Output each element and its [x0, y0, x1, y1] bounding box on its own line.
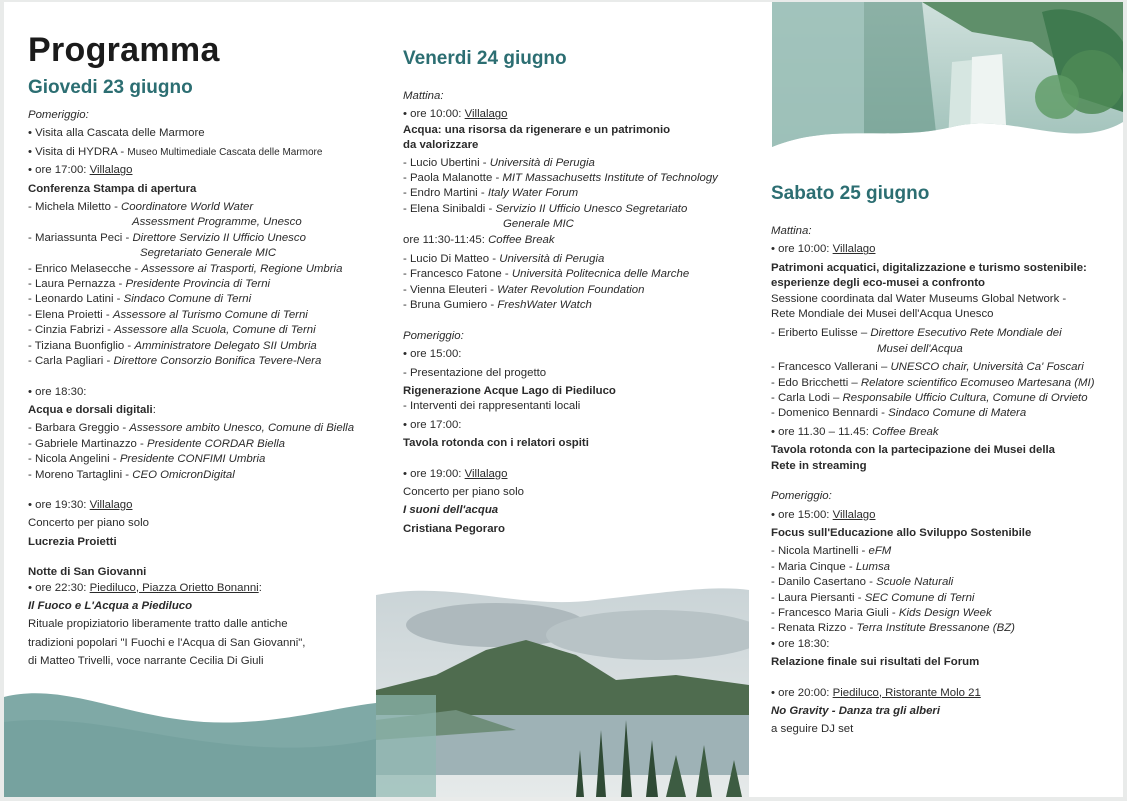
session-title: Acqua: una risorsa da rigenerare e un patrimonio [403, 123, 671, 136]
speaker-row: - Endro Martini - Italy Water Forum [403, 187, 579, 200]
speaker-row: - Nicola Angelini - Presidente CONFIMI Umbria [28, 453, 266, 466]
speaker-row: - Danilo Casertano - Scuole Naturali [771, 576, 954, 589]
speaker-role-cont: Assessment Programme, Unesco [132, 216, 302, 229]
event-desc: - Interventi dei rappresentanti locali [403, 400, 581, 413]
session-title: esperienze degli eco-musei a confronto [771, 277, 985, 290]
session-title: Tavola rotonda con la partecipazione dei Musei della [771, 444, 1055, 457]
afternoon-label: Pomeriggio: [771, 490, 832, 503]
speaker-row: - Francesco Fatone - Università Politecnica delle Marche [403, 268, 690, 281]
session-title: Relazione finale sui risultati del Forum [771, 656, 980, 669]
session-title: Rete in streaming [771, 459, 867, 472]
coffee-break: • ore 11.30 – 11.45: Coffee Break [771, 425, 939, 438]
time-slot: • ore 17:00: Villalago [28, 164, 133, 177]
speaker-row: - Elena Proietti - Assessore al Turismo Comune di Terni [28, 308, 308, 321]
afternoon-label: Pomeriggio: [403, 329, 464, 342]
speaker-row: - Carla Pagliari - Direttore Consorzio Bonifica Tevere-Nera [28, 355, 322, 368]
speaker-row: - Barbara Greggio - Assessore ambito Unesco, Comune di Biella [28, 422, 355, 435]
coffee-break: ore 11:30-11:45: Coffee Break [403, 233, 555, 246]
column-friday [403, 2, 758, 537]
session-title: Acqua e dorsali digitali: [28, 403, 156, 416]
session-title: Conferenza Stampa di apertura [28, 182, 197, 195]
lake-photo [376, 580, 749, 797]
time-slot: • ore 15:00: [403, 348, 462, 361]
speaker-role-cont: Generale MIC [503, 218, 574, 231]
venue-link[interactable]: Villalago [89, 164, 133, 177]
speaker-row: - Tiziana Buonfiglio - Amministratore Delegato SII Umbria [28, 339, 317, 352]
speaker-row: - Maria Cinque - Lumsa [771, 560, 891, 573]
session-title: Notte di San Giovanni [28, 566, 147, 579]
time-slot: • ore 22:30: Piediluco, Piazza Orietto Bonanni: [28, 581, 262, 594]
session-title: Patrimoni acquatici, digitalizzazione e turismo sostenibile: [771, 261, 1087, 274]
speaker-row: - Moreno Tartaglini - CEO OmicronDigital [28, 468, 235, 481]
speaker-role-cont: Musei dell'Acqua [877, 342, 963, 355]
day-heading-thursday: Giovedi 23 giugno [28, 77, 193, 98]
session-title: Tavola rotonda con i relatori ospiti [403, 437, 589, 450]
speaker-row: - Nicola Martinelli - eFM [771, 545, 892, 558]
venue-link[interactable]: Piediluco, Ristorante Molo 21 [832, 686, 981, 699]
venue-link[interactable]: Piediluco, Piazza Orietto Bonanni [89, 581, 259, 594]
column-saturday [771, 2, 1121, 738]
speaker-row: - Edo Bricchetti – Relatore scientifico Ecomuseo Martesana (MI) [771, 376, 1095, 389]
speaker-row: - Elena Sinibaldi - Servizio II Ufficio Unesco Segretariato [403, 202, 688, 215]
time-slot: • ore 18:30: [28, 385, 87, 398]
visit-item: • Visita alla Cascata delle Marmore [28, 127, 205, 140]
session-note: Sessione coordinata dal Water Museums Global Network - [771, 292, 1067, 305]
speaker-row: - Gabriele Martinazzo - Presidente CORDAR Biella [28, 437, 286, 450]
speaker-row: - Francesco Vallerani – UNESCO chair, Università Ca' Foscari [771, 361, 1084, 374]
speaker-row: - Michela Miletto - Coordinatore World Water [28, 201, 254, 214]
speaker-row: - Lucio Di Matteo - Università di Perugia [403, 253, 605, 266]
event-desc: - Presentazione del progetto [403, 366, 547, 379]
speaker-row: - Renata Rizzo - Terra Institute Bressanone (BZ) [771, 622, 1015, 635]
venue-link[interactable]: Villalago [89, 498, 133, 511]
speaker-row: - Enrico Melasecche - Assessore ai Trasporti, Regione Umbria [28, 262, 343, 275]
venue-link[interactable]: Villalago [464, 467, 508, 480]
morning-label: Mattina: [403, 90, 444, 102]
speaker-row: - Paola Malanotte - MIT Massachusetts Institute of Technology [403, 172, 718, 185]
performer-name: Cristiana Pegoraro [403, 522, 505, 535]
session-title: da valorizzare [403, 139, 479, 152]
speaker-row: - Cinzia Fabrizi - Assessore alla Scuola, Comune di Terni [28, 324, 316, 337]
speaker-row: - Vienna Eleuteri - Water Revolution Foundation [403, 283, 645, 296]
time-slot: • ore 10:00: Villalago [403, 108, 508, 121]
venue-link[interactable]: Villalago [832, 243, 876, 256]
session-note: Rete Mondiale dei Musei dell'Acqua Unesco [771, 308, 994, 321]
speaker-row: - Domenico Bennardi - Sindaco Comune di Matera [771, 407, 1027, 420]
program-sheet [4, 2, 1123, 797]
time-slot: • ore 18:30: [771, 637, 830, 650]
column-thursday [28, 2, 378, 670]
time-slot: • ore 17:00: [403, 418, 462, 431]
speaker-row: - Francesco Maria Giuli - Kids Design Week [771, 606, 992, 619]
event-desc: di Matteo Trivelli, voce narrante Cecilia Di Giuli [28, 655, 264, 668]
speaker-row: - Lucio Ubertini - Università di Perugia [403, 156, 595, 169]
event-title: No Gravity - Danza tra gli alberi [771, 704, 941, 717]
venue-link[interactable]: Villalago [832, 508, 876, 521]
time-slot: • ore 20:00: Piediluco, Ristorante Molo 21 [771, 686, 981, 699]
time-slot: • ore 15:00: Villalago [771, 508, 876, 521]
time-slot: • ore 19:30: Villalago [28, 498, 133, 511]
speaker-role-cont: Segretariato Generale MIC [140, 247, 277, 260]
speaker-row: - Eriberto Eulisse – Direttore Esecutivo Rete Mondiale dei [771, 327, 1062, 340]
event-title: Il Fuoco e L'Acqua a Piediluco [28, 599, 193, 612]
speaker-row: - Leonardo Latini - Sindaco Comune di Terni [28, 293, 252, 306]
venue-link[interactable]: Villalago [464, 108, 508, 121]
event-desc: a seguire DJ set [771, 723, 854, 736]
event-title: I suoni dell'acqua [403, 504, 499, 517]
day-heading-saturday: Sabato 25 giugno [771, 183, 930, 204]
bottom-wave-left [4, 662, 384, 797]
performer-name: Lucrezia Proietti [28, 535, 117, 548]
morning-label: Mattina: [771, 225, 812, 237]
day-heading-friday: Venerdi 24 giugno [403, 48, 567, 69]
event-desc: tradizioni popolari "I Fuochi e l'Acqua di San Giovanni", [28, 636, 306, 649]
speaker-row: - Mariassunta Peci - Direttore Servizio II Ufficio Unesco [28, 231, 306, 244]
time-slot: • ore 19:00: Villalago [403, 467, 508, 480]
event-desc: Concerto per piano solo [28, 517, 149, 530]
page-title: Programma [28, 31, 220, 69]
visit-item: • Visita di HYDRA - Museo Multimediale Cascata delle Marmore [28, 145, 323, 158]
afternoon-label: Pomeriggio: [28, 109, 89, 121]
speaker-row: - Laura Piersanti - SEC Comune di Terni [771, 591, 975, 604]
time-slot: • ore 10:00: Villalago [771, 243, 876, 256]
session-title: Rigenerazione Acque Lago di Piediluco [403, 384, 616, 397]
event-desc: Concerto per piano solo [403, 485, 524, 498]
speaker-row: - Laura Pernazza - Presidente Provincia di Terni [28, 278, 271, 291]
session-title: Focus sull'Educazione allo Sviluppo Sostenibile [771, 526, 1032, 539]
speaker-row: - Bruna Gumiero - FreshWater Watch [403, 299, 592, 312]
event-desc: Rituale propiziatorio liberamente tratto dalle antiche [28, 618, 288, 631]
speaker-row: - Carla Lodi – Responsabile Ufficio Cultura, Comune di Orvieto [771, 392, 1088, 405]
